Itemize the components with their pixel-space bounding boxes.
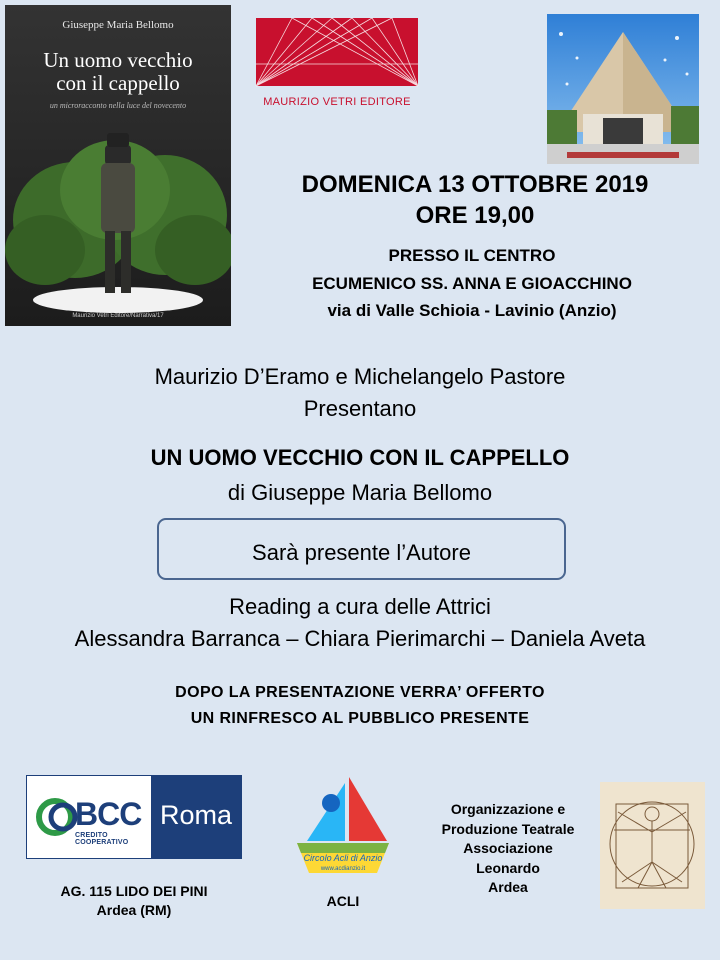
bcc-logo-left bbox=[27, 776, 151, 858]
church-photo bbox=[547, 14, 699, 164]
publisher-logo bbox=[252, 14, 422, 114]
cover-subtitle: un microracconto nella luce del novecento bbox=[49, 101, 187, 110]
acli-sailboat-icon bbox=[289, 773, 397, 881]
bcc-logo-text: BCC bbox=[75, 796, 142, 832]
organization-block bbox=[412, 800, 604, 898]
author-present-text: Sarà presente l’Autore bbox=[252, 540, 471, 565]
cover-publisher: Maurizio Vetri Editore/Narrativa/17 bbox=[72, 313, 164, 319]
venue-line1: PRESSO IL CENTRO bbox=[388, 246, 556, 265]
acli-logo-url: www.acdianzio.it bbox=[320, 866, 366, 872]
vitruvian-man-image bbox=[600, 782, 705, 909]
bcc-logo-sub: CREDITO COOPERATIVO bbox=[75, 832, 129, 846]
publisher-name: MAURIZIO VETRI EDITORE bbox=[263, 96, 411, 108]
acli-logo bbox=[289, 773, 397, 881]
church-illustration bbox=[547, 14, 699, 164]
publisher-logo-graphic bbox=[252, 14, 422, 94]
vitruvian-man-drawing bbox=[600, 782, 705, 909]
bcc-logo-city: Roma bbox=[159, 800, 233, 830]
cover-title-line1: Un uomo vecchio bbox=[43, 48, 193, 72]
book-author: di Giuseppe Maria Bellomo bbox=[227, 480, 493, 505]
cover-title-line2: con il cappello bbox=[56, 71, 180, 95]
actresses-list: Alessandra Barranca – Chiara Pierimarchi – Daniela Aveta bbox=[74, 626, 646, 651]
bcc-emblem-icon bbox=[33, 776, 81, 858]
org-line: Associazione bbox=[463, 840, 553, 856]
refreshment-line1: DOPO LA PRESENTAZIONE VERRA’ OFFERTO bbox=[175, 684, 545, 701]
refreshment-line2: UN RINFRESCO AL PUBBLICO PRESENTE bbox=[190, 710, 530, 727]
bcc-logo-right bbox=[151, 776, 241, 858]
presenters: Maurizio D’Eramo e Michelangelo Pastore bbox=[154, 364, 566, 389]
cover-title bbox=[5, 49, 231, 95]
org-line: Produzione Teatrale bbox=[441, 820, 575, 837]
presentano-text: Presentano bbox=[303, 396, 417, 421]
cover-author: Giuseppe Maria Bellomo bbox=[62, 19, 174, 31]
book-title: UN UOMO VECCHIO CON IL CAPPELLO bbox=[150, 445, 570, 470]
acli-caption: ACLI bbox=[326, 893, 360, 909]
org-line: Ardea bbox=[488, 879, 528, 895]
venue-line3: via di Valle Schioia - Lavinio (Anzio) bbox=[327, 301, 617, 320]
bcc-logo bbox=[26, 775, 242, 859]
venue-line2: ECUMENICO SS. ANNA E GIOACCHINO bbox=[312, 274, 632, 293]
org-line: Organizzazione e bbox=[450, 801, 566, 817]
book-cover-image bbox=[5, 5, 231, 326]
reading-text: Reading a cura delle Attrici bbox=[229, 594, 491, 619]
event-time: ORE 19,00 bbox=[415, 202, 535, 229]
author-present-box bbox=[157, 518, 566, 580]
bcc-caption-line2: Ardea (RM) bbox=[96, 902, 172, 918]
event-date: DOMENICA 13 OTTOBRE 2019 bbox=[301, 171, 649, 198]
org-line: Leonardo bbox=[476, 859, 540, 876]
bcc-caption-line1: AG. 115 LIDO DEI PINI bbox=[60, 883, 208, 899]
acli-logo-text: Circolo Acli di Anzio bbox=[303, 853, 383, 863]
